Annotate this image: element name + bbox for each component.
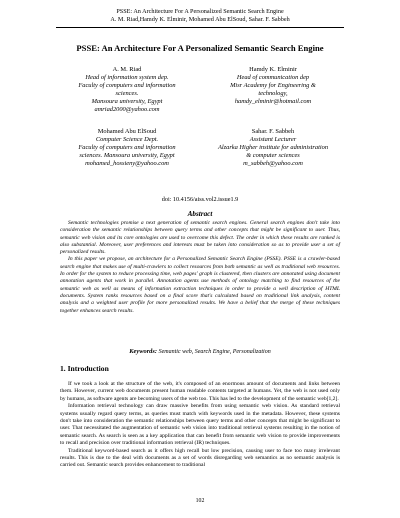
body-paragraph: Information retrieval technology can draw massive benefits from using semantic web vision. As standard retrieval systems usually regard query terms, as queries must match with keywords used in the metadata. However, these systems don't take into consideration the semantic relationships between query terms and other concepts that might be significant to user. That necessitated the augmentation of semantic web vision into traditional retrieval systems resulting in the notion of semantic search. As search is seen as a key application that can benefit from semantic web vision to provide improvements to recall and precision over traditional information retrieval (IR) techniques.: [60, 403, 340, 447]
author-affiliation: sciences.: [115, 90, 139, 97]
abstract-body: [60, 220, 340, 315]
author-name: A. M. Riad: [112, 66, 142, 73]
paper-title: PSSE: An Architecture For A Personalized Semantic Search Engine: [76, 43, 324, 53]
section-body: [60, 381, 340, 470]
author-affiliation: Computer Science Dept.: [95, 136, 159, 143]
running-head: [0, 8, 400, 24]
running-head-title: PSSE: An Architecture For A Personalized Semantic Search Engine: [116, 8, 284, 15]
author-affiliation: technology,: [258, 90, 288, 97]
keywords-colon: :: [154, 348, 159, 355]
author-name: Sahar. F. Sabbeh: [251, 128, 295, 135]
author-affiliation: Mansoura university, Egypt: [91, 98, 163, 105]
author-affiliation: Alzarka Higher institute for administration: [217, 144, 329, 151]
keywords: [0, 348, 400, 355]
header-divider: [56, 27, 344, 28]
running-head-authors: A. M. Riad,Hamdy K. Elminir, Mohamed Abu ElSoud, Sahar. F. Sabbeh: [110, 16, 290, 23]
author-email[interactable]: hamdy_elminir@hotmail.com: [234, 98, 312, 105]
abstract-paragraph: Semantic technologies promise a next generation of semantic search engines. General search engines don't take into consideration the semantic relationships between query terms and other concepts that might be significant to user. Thus, semantic web vision and its core ontologies are used to overcome this defect. The order in which these results are ranked is also substantial. Moreover, user preferences and interests must be taken into consideration so as to provide user a set of personalized results.: [60, 220, 340, 256]
author-email[interactable]: amriad2000@yahoo.com: [94, 106, 160, 113]
author-affiliation: Misr Academy for Engineering &: [230, 82, 316, 89]
abstract-paragraph: In this paper we propose, an architecture for a Personalized Semantic Search Engine (PSSE). PSSE is a crawler-based search engine that makes use of multi-crawlers to collect resources from both semantic as well as traditional web resources. In order for the system to reduce processing time, web pages' graph is clustered, then clusters are annotated using document annotation agents that work in parallel. Annotation agents use methods of ontology matching to find resources of the semantic web as well as means of information extraction techniques in order to provide a well description of HTML documents. System ranks resources based on a final score that's calculated based on traditional link analysis, content analysis and a weighted user profile for more personalized results. We have a belief that the merge of these techniques together enhances search results.: [60, 256, 340, 314]
author-affiliation: Faculty of computers and information: [78, 144, 176, 151]
author-affiliation: Head of information system dep.: [85, 74, 169, 81]
author-email[interactable]: m_sabbeh@yahoo.com: [243, 160, 303, 167]
keywords-text: Semantic web, Search Engine, Personalization: [158, 349, 271, 355]
author-name: Mohamed Abu ElSoud: [97, 128, 157, 135]
author-email[interactable]: mohamed_hossieny@yahoo.com: [85, 160, 169, 167]
author-name: Hamdy K. Elminir: [249, 66, 297, 73]
author-affiliation: Faculty of computers and information: [78, 82, 176, 89]
doi: doi: 10.4156/aiss.vol2.issue1.9: [161, 196, 239, 203]
page-number: 102: [195, 498, 205, 504]
section-heading: 1. Introduction: [60, 364, 109, 373]
body-paragraph: If we took a look at the structure of the web, it's composed of an enormous amount of documents and links between them. However, current web documents present human readable contents targeted at humans. Yet, the web is not used only by humans, as software agents are becoming users of the web too. This has led to the development of the semantic web[1,2].: [60, 381, 340, 402]
author-block-1: [52, 66, 202, 114]
author-affiliation: sciences. Mansoura university, Egypt: [79, 152, 175, 159]
author-affiliation: & computer sciences: [246, 152, 300, 159]
author-affiliation: Assistant Lecturer: [249, 136, 297, 143]
keywords-label: Keywords: [129, 348, 155, 355]
author-affiliation: Head of communication dep: [236, 74, 310, 81]
author-block-3: [52, 128, 202, 168]
body-paragraph: Traditional keyword-based search as it offers high recall but low precision, causing user to face too many irrelevant results. This is due to the deal with documents as a set of words disregarding web semantics as no semantic analysis is carried out. Semantic search provides enhancement to traditional: [60, 447, 340, 469]
author-block-4: [198, 128, 348, 168]
abstract-heading: Abstract: [187, 210, 213, 218]
author-block-2: [198, 66, 348, 106]
